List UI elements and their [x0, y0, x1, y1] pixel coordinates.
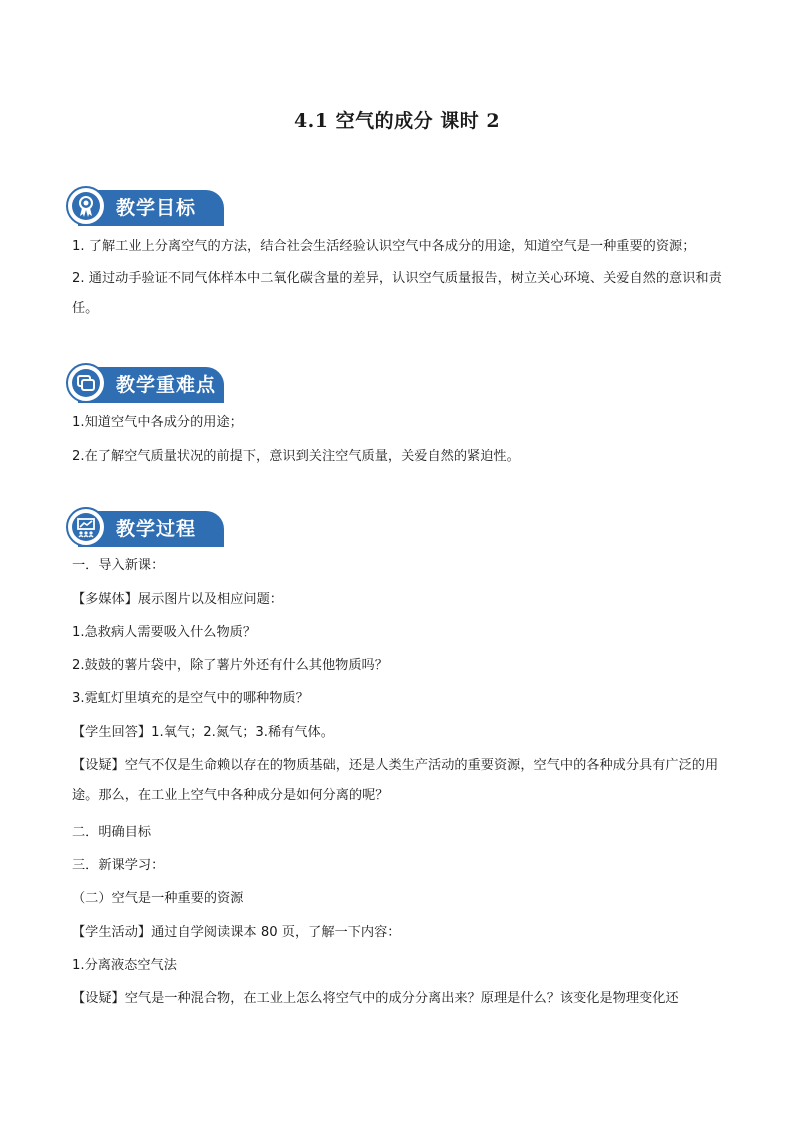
medal-ribbon-icon	[72, 192, 100, 220]
process-line-9: 三．新课学习：	[72, 858, 165, 873]
process-line-3: 1.急救病人需要吸入什么物质？	[72, 625, 257, 640]
section-heading-key-points: 教学重难点	[116, 374, 217, 396]
process-line-5: 3.霓虹灯里填充的是空气中的哪种物质？	[72, 691, 309, 706]
document-title: 4.1 空气的成分 课时 2	[293, 110, 501, 132]
process-line-11: 【学生活动】通过自学阅读课本 80 页，了解一下内容：	[72, 925, 401, 940]
key-point-item-1: 1.知道空气中各成分的用途；	[72, 415, 243, 430]
section-banner-key-points	[66, 363, 224, 403]
section-banner-process	[66, 507, 224, 547]
presentation-icon	[72, 513, 100, 541]
section-heading-objectives: 教学目标	[116, 197, 197, 219]
process-line-12: 1.分离液态空气法	[72, 958, 177, 973]
objective-item-1: 1. 了解工业上分离空气的方法，结合社会生活经验认识空气中各成分的用途，知道空气是一种重要的资源；	[72, 239, 696, 254]
process-line-7: 【设疑】空气不仅是生命赖以存在的物质基础，还是人类生产活动的重要资源，空气中的各种成分具有广泛的用途。那么，在工业上空气中各种成分是如何分离的呢？	[72, 758, 719, 803]
section-banner-objectives	[66, 186, 224, 226]
process-line-8: 二．明确目标	[72, 825, 152, 840]
key-point-item-2: 2.在了解空气质量状况的前提下，意识到关注空气质量，关爱自然的紧迫性。	[72, 449, 520, 464]
process-line-2: 【多媒体】展示图片以及相应问题：	[72, 592, 283, 607]
process-line-1: 一．导入新课：	[72, 558, 165, 573]
process-line-10: （二）空气是一种重要的资源	[72, 891, 244, 906]
layers-icon	[72, 369, 100, 397]
process-line-13: 【设疑】空气是一种混合物，在工业上怎么将空气中的成分分离出来？原理是什么？该变化是物理变化还	[72, 991, 679, 1006]
objective-item-2: 2. 通过动手验证不同气体样本中二氧化碳含量的差异，认识空气质量报告，树立关心环境、关爱自然的意识和责任。	[72, 271, 722, 316]
section-heading-process: 教学过程	[116, 518, 197, 540]
process-line-4: 2.鼓鼓的薯片袋中，除了薯片外还有什么其他物质吗？	[72, 658, 388, 673]
process-line-6: 【学生回答】1.氧气；2.氮气；3.稀有气体。	[72, 725, 334, 740]
